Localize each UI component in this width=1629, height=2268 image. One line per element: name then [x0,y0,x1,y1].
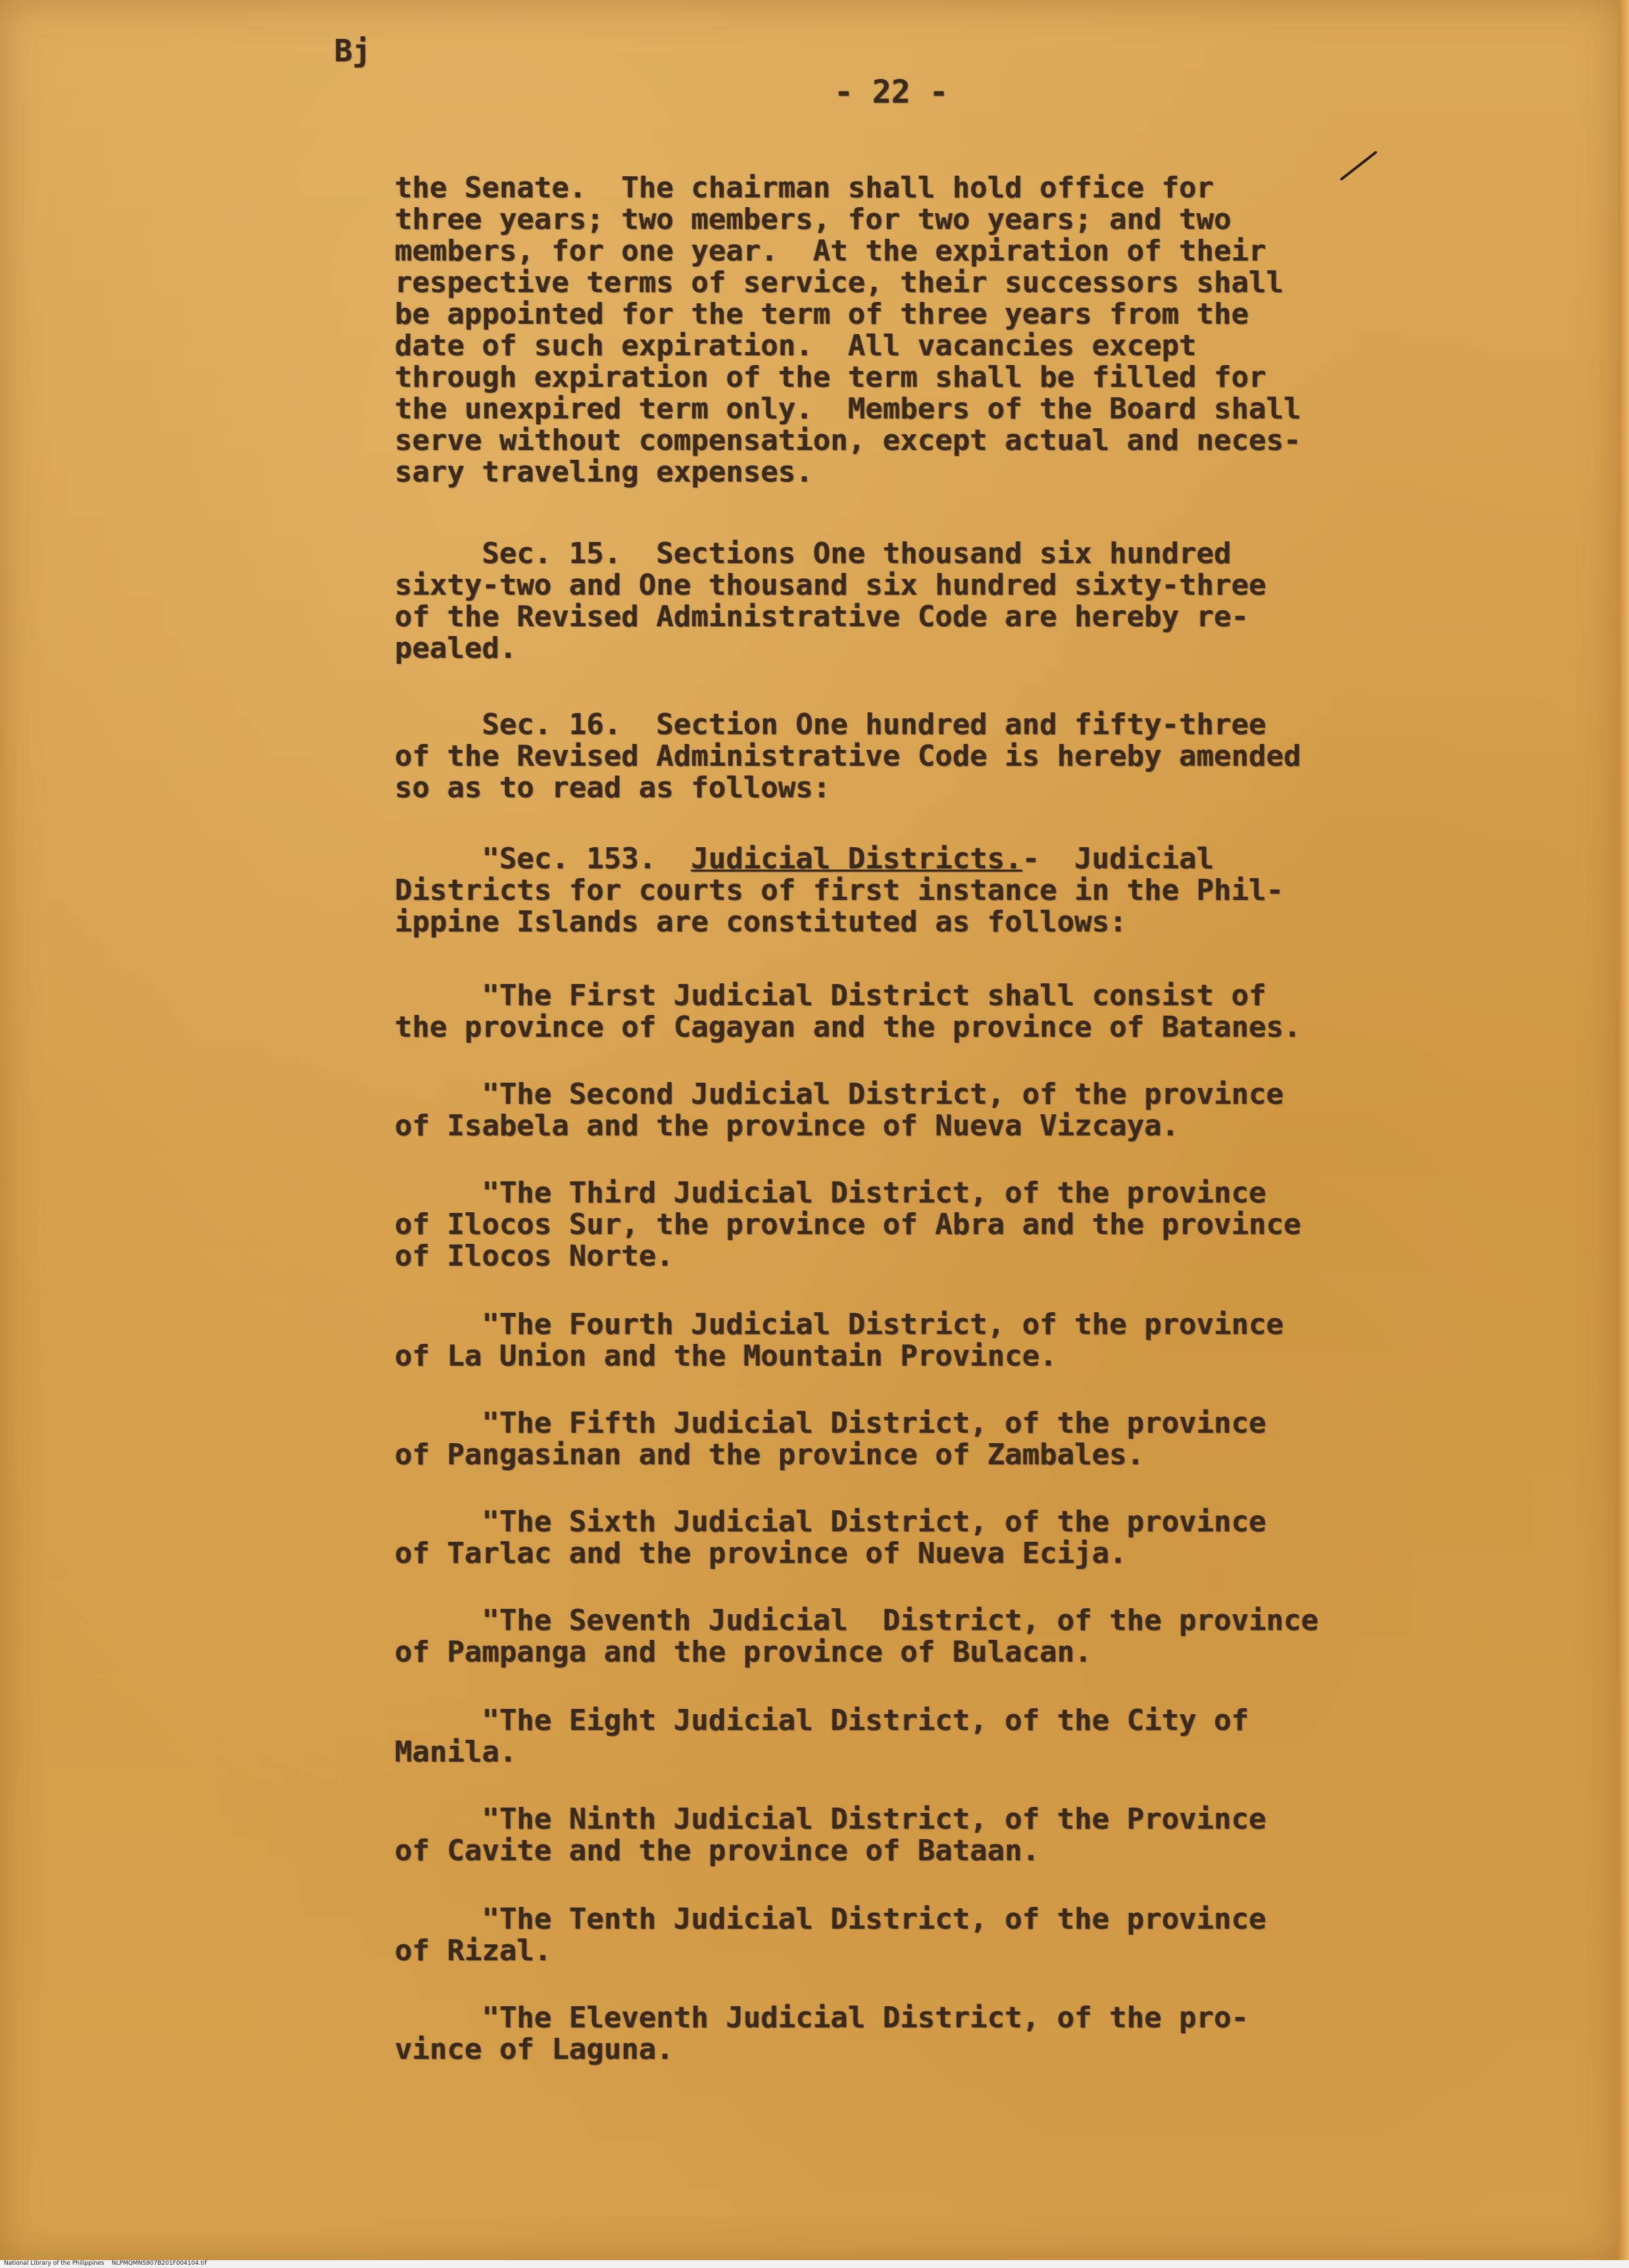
text-line: of Ilocos Norte. [395,1239,674,1273]
paragraph-ninth-district [395,1804,1487,1867]
text-line: of Tarlac and the province of Nueva Ecija. [395,1537,1127,1570]
sec-153-suffix: - Judicial [1022,842,1215,875]
paragraph-second-district [395,1079,1487,1142]
paragraph-senate-board-terms [395,172,1487,488]
text-line: Sec. 16. Section One hundred and fifty-three [395,708,1266,741]
text-line: "The Ninth Judicial District, of the Province [395,1802,1266,1836]
text-line: of Isabela and the province of Nueva Vizcaya. [395,1109,1180,1143]
text-line: Sec. 15. Sections One thousand six hundred [395,537,1232,570]
text-line: "The Eleventh Judicial District, of the pro- [395,2001,1249,2034]
text-line: "The Sixth Judicial District, of the province [395,1505,1266,1539]
text-line: of the Revised Administrative Code is hereby amended [395,739,1301,773]
sec-153-prefix: "Sec. 153. [395,842,691,875]
text-line: "The Second Judicial District, of the province [395,1077,1284,1111]
text-line: "The Third Judicial District, of the province [395,1176,1266,1210]
text-line [395,843,1487,875]
text-line: of La Union and the Mountain Province. [395,1339,1057,1373]
text-line: the unexpired term only. Members of the Board shall [395,392,1301,426]
text-line: "The Seventh Judicial District, of the province [395,1604,1318,1637]
paragraph-first-district [395,980,1487,1043]
text-line: of the Revised Administrative Code are hereby re- [395,600,1249,633]
paragraph-sec-16 [395,709,1487,804]
text-line: "The First Judicial District shall consist of [395,979,1266,1012]
paragraph-eighth-district [395,1705,1487,1768]
text-line: "The Tenth Judicial District, of the province [395,1902,1266,1936]
paragraph-eleventh-district [395,2002,1487,2065]
paragraph-third-district [395,1177,1487,1272]
text-line: "The Fourth Judicial District, of the province [395,1308,1284,1341]
text-line: pealed. [395,631,517,665]
paragraph-tenth-district [395,1904,1487,1967]
paragraph-seventh-district [395,1605,1487,1668]
text-line: Manila. [395,1735,517,1769]
text-line: respective terms of service, their successors shall [395,266,1284,299]
text-line: "The Eight Judicial District, of the City of [395,1704,1249,1737]
text-line: of Cavite and the province of Bataan. [395,1834,1040,1867]
text-line: sixty-two and One thousand six hundred sixty-three [395,568,1266,602]
text-line: Districts for courts of first instance in the Phil- [395,874,1284,907]
text-line: three years; two members, for two years; and two [395,203,1232,236]
text-line: "The Fifth Judicial District, of the province [395,1406,1266,1440]
paragraph-sec-15 [395,538,1487,664]
text-line: members, for one year. At the expiration of their [395,234,1266,268]
page-edge-strip [1618,0,1629,2268]
text-line: through expiration of the term shall be filled for [395,360,1266,394]
text-line: of Rizal. [395,1934,552,1967]
text-line: serve without compensation, except actual and neces- [395,424,1301,457]
paragraph-fifth-district [395,1408,1487,1471]
judicial-districts-heading: Judicial Districts. [691,842,1022,875]
paragraph-fourth-district [395,1309,1487,1372]
page-number: - 22 - [834,74,949,111]
text-line: of Pampanga and the province of Bulacan. [395,1635,1092,1669]
typist-initials: Bj [334,33,371,68]
paragraph-sec-153 [395,843,1487,938]
text-line: the province of Cagayan and the province of Batanes. [395,1010,1301,1044]
text-line: of Ilocos Sur, the province of Abra and the province [395,1208,1301,1241]
text-line: so as to read as follows: [395,771,831,804]
text-line: ippine Islands are constituted as follows: [395,905,1127,939]
text-line: the Senate. The chairman shall hold office for [395,171,1215,205]
footer-strip [0,2260,1629,2268]
text-line: of Pangasinan and the province of Zambales. [395,1438,1145,1471]
paragraph-sixth-district [395,1506,1487,1569]
text-line: date of such expiration. All vacancies except [395,329,1197,362]
text-line: sary traveling expenses. [395,455,813,489]
text-line: be appointed for the term of three years from the [395,297,1249,331]
archive-credit: National Library of the Philippines NLPMQMNS907B201F004104.tif [4,2260,207,2267]
text-line: vince of Laguna. [395,2033,674,2066]
